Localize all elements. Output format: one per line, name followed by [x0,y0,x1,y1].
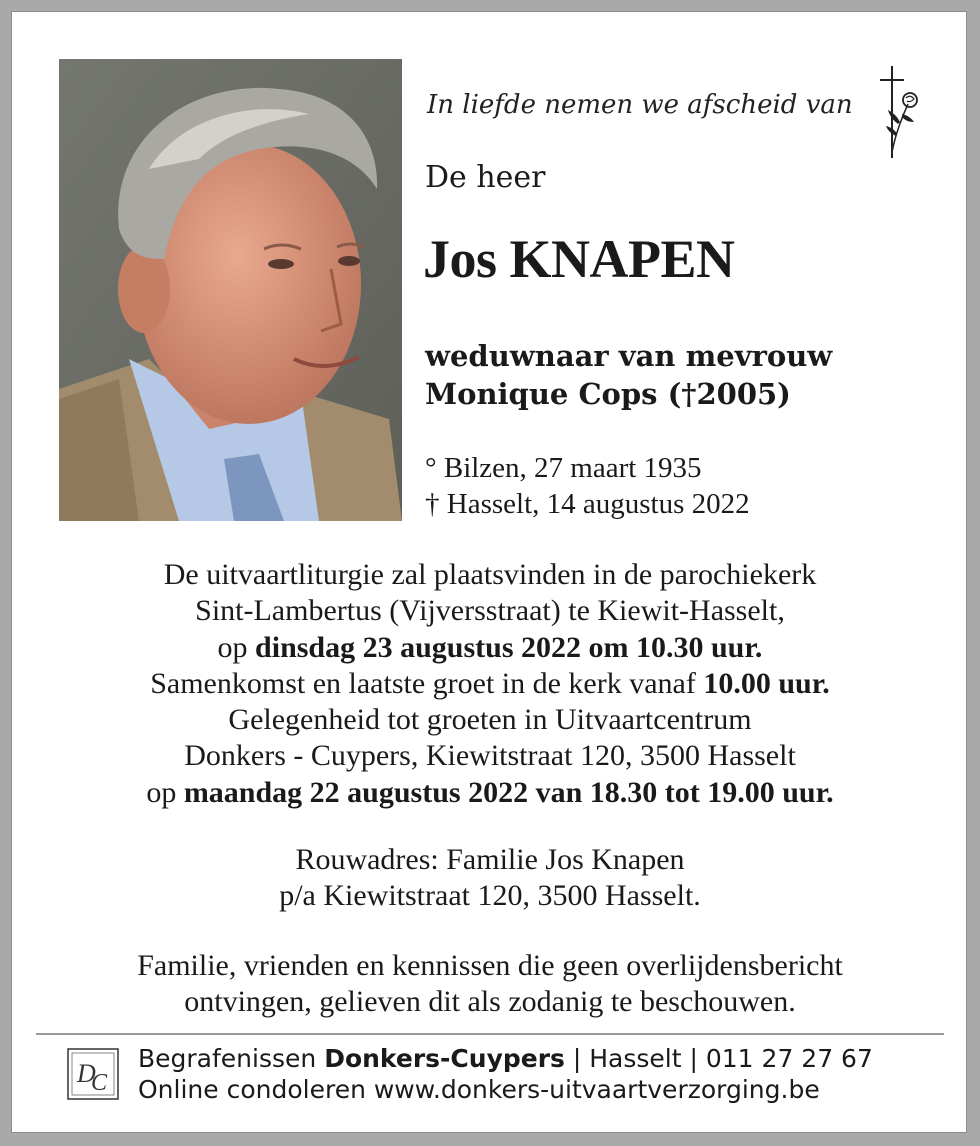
funeral-home-logo-icon [67,1048,119,1100]
ceremony-prefix: op [217,630,256,664]
ceremony-date: dinsdag 23 augustus 2022 om 10.30 uur. [255,630,763,664]
spouse-line: Monique Cops (†2005) [425,377,791,411]
ceremony-line [12,666,968,702]
birth-date: ° Bilzen, 27 maart 1935 [425,452,702,484]
ceremony-line: De uitvaartliturgie zal plaatsvinden in de parochiekerk [163,558,817,591]
family-note [12,948,968,1020]
life-dates [425,450,750,522]
gathering-text: Samenkomst en laatste groet in de kerk vanaf [150,666,704,700]
footer-info [138,1043,873,1105]
family-line: ontvingen, gelieven dit als zodanig te beschouwen. [184,985,796,1018]
ceremony-line [12,775,968,811]
death-date: † Hasselt, 14 augustus 2022 [425,488,750,520]
logo-letter-c: C [91,1070,108,1096]
visitation-date: maandag 22 augustus 2022 van 18.30 tot 19.00 uur. [183,775,834,809]
footer-divider [36,1033,944,1035]
funeral-home-name: Donkers-Cuypers [324,1044,565,1073]
cross-with-rose-icon [874,62,924,162]
ceremony-line: Sint-Lambertus (Vijversstraat) te Kiewit-Hasselt, [195,594,785,628]
mourning-address [12,842,968,914]
funeral-home-contact: | Hasselt | 011 27 27 67 [564,1044,873,1073]
ceremony-line [12,630,968,666]
ceremony-line: Gelegenheid tot groeten in Uitvaartcentrum [228,703,752,737]
obituary-card [11,11,967,1133]
funeral-home-line [138,1043,873,1074]
widower-info [425,337,832,413]
address-line: p/a Kiewitstraat 120, 3500 Hasselt. [279,879,701,912]
deceased-name: Jos KNAPEN [423,229,735,289]
gathering-time: 10.00 uur. [703,666,830,700]
logo-letter-d: D [77,1059,96,1088]
visitation-prefix: op [146,775,184,809]
ceremony-details [12,557,968,811]
portrait-photo [59,59,402,521]
address-line: Rouwadres: Familie Jos Knapen [295,843,685,876]
intro-text: In liefde nemen we afscheid van [427,90,853,120]
ceremony-line: Donkers - Cuypers, Kiewitstraat 120, 3500 Hasselt [184,739,796,773]
widower-line: weduwnaar van mevrouw [425,339,833,373]
honorific: De heer [425,160,546,195]
funeral-home-prefix: Begrafenissen [138,1044,325,1073]
family-line: Familie, vrienden en kennissen die geen overlijdensbericht [137,949,843,982]
online-condolence-link[interactable]: Online condoleren www.donkers-uitvaartverzorging.be [138,1075,820,1104]
